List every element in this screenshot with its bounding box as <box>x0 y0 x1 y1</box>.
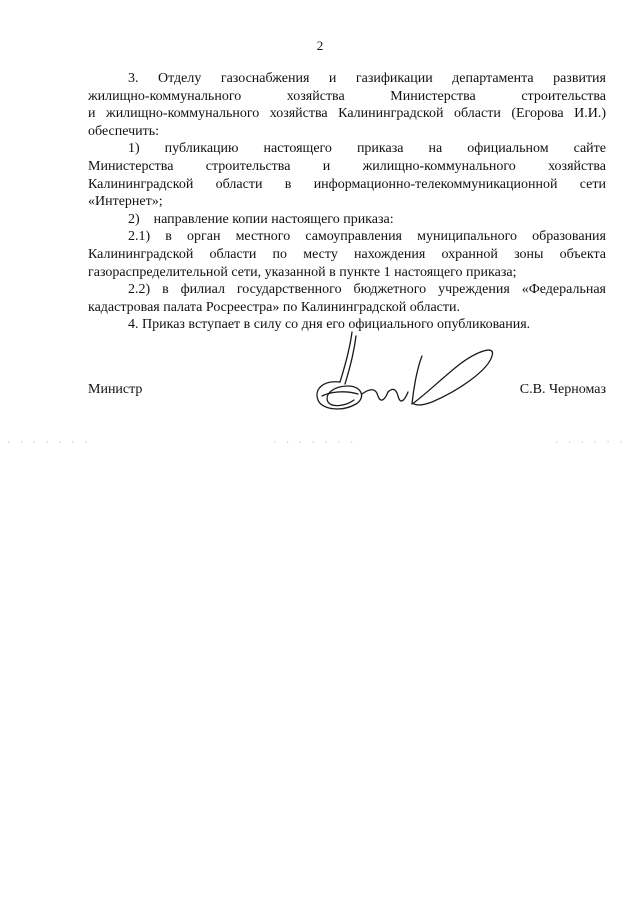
clause-3-line-4: обеспечить: <box>88 123 159 139</box>
item-2-2-line-1: 2.2) в филиал государственного бюджетного учреждения «Федеральная <box>128 282 606 298</box>
clause-4-line-1: 4. Приказ вступает в силу со дня его официального опубликования. <box>128 317 531 333</box>
clause-3 <box>88 70 606 140</box>
item-2-1 <box>88 228 606 281</box>
item-2 <box>88 211 606 229</box>
signatory-title: Министр <box>88 382 143 397</box>
item-2-1-line-2: Калининградской области по месту нахождения охранной зоны объекта <box>88 246 606 262</box>
clause-3-line-3: и жилищно-коммунального хозяйства Калининградской области (Егорова И.И.) <box>88 106 606 122</box>
item-2-2 <box>88 281 606 316</box>
item-1 <box>88 140 606 210</box>
signature-row <box>88 382 606 402</box>
item-1-line-1: 1) публикацию настоящего приказа на официальном сайте <box>128 141 606 157</box>
item-2-line-1: 2) направление копии настоящего приказа: <box>128 211 394 227</box>
item-1-line-2: Министерства строительства и жилищно-коммунального хозяйства <box>88 158 606 174</box>
item-2-1-line-1: 2.1) в орган местного самоуправления муниципального образования <box>128 229 606 245</box>
item-2-1-line-3: газораспределительной сети, указанной в пункте 1 настоящего приказа; <box>88 264 517 280</box>
item-2-2-line-2: кадастровая палата Росреестра» по Калининградской области. <box>88 299 460 315</box>
document-body <box>88 70 606 334</box>
item-1-line-3: Калининградской области в информационно-телекоммуникационной сети <box>88 176 606 192</box>
clause-3-line-1: 3. Отделу газоснабжения и газификации департамента развития <box>128 71 606 86</box>
handwritten-signature <box>300 326 500 426</box>
faint-stamp-middle: · · · · · · · <box>272 438 356 448</box>
item-1-line-4: «Интернет»; <box>88 194 163 210</box>
clause-3-line-2: жилищно-коммунального хозяйства Министерства строительства <box>88 88 606 104</box>
page-number: 2 <box>316 38 324 53</box>
signatory-name: С.В. Черномаз <box>519 382 606 397</box>
faint-stamp-left: · · · · · · · <box>6 438 90 448</box>
faint-stamp-right: · · · · · · <box>554 438 625 448</box>
